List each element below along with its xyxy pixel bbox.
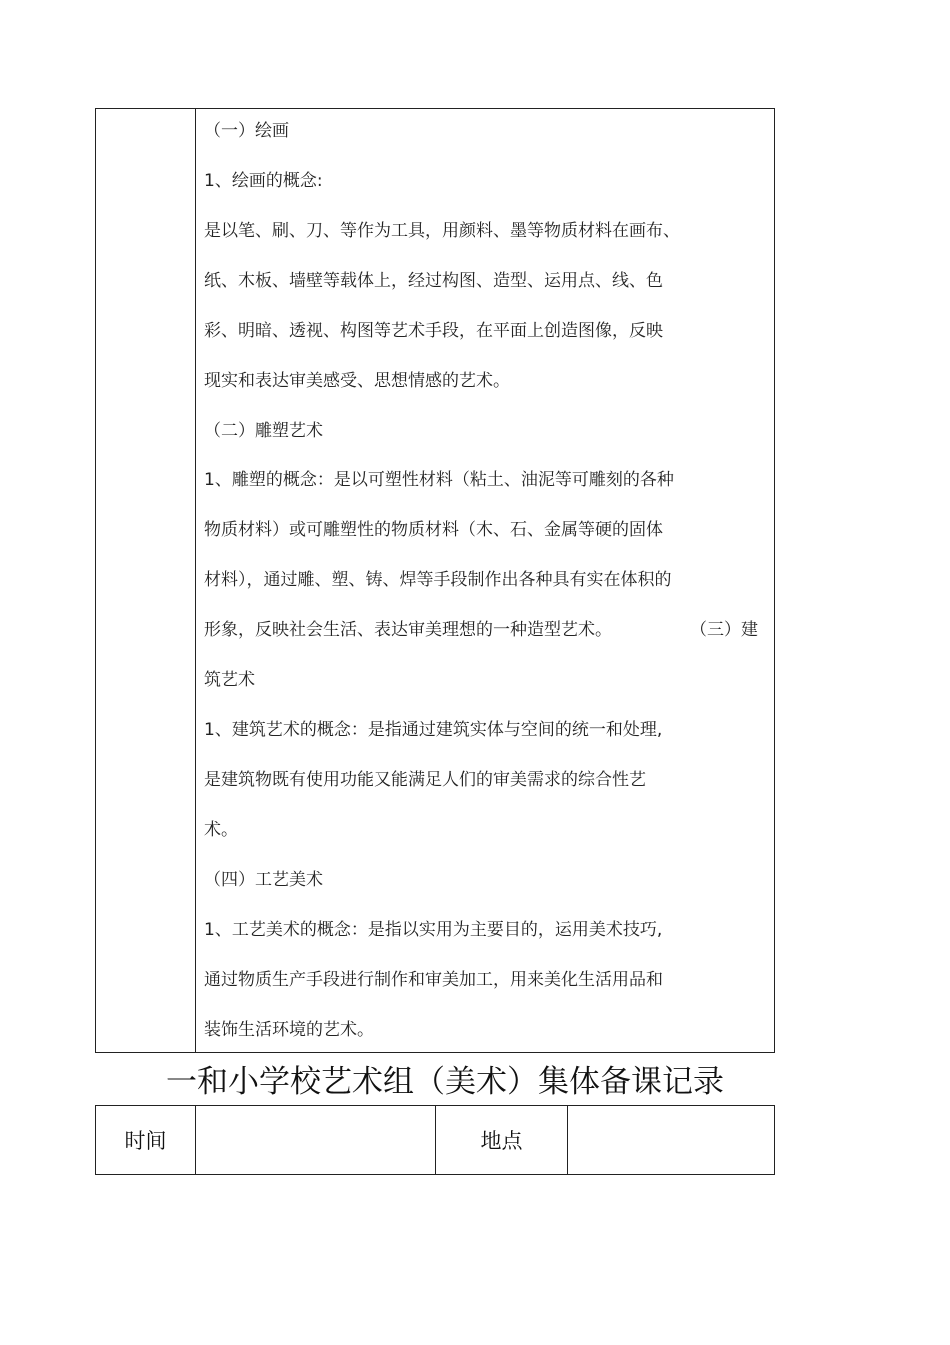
content-line: 通过物质生产手段进行制作和审美加工，用来美化生活用品和: [204, 970, 663, 990]
content-line: 现实和表达审美感受、思想情感的艺术。: [204, 371, 510, 391]
content-line: 1、绘画的概念:: [204, 171, 323, 191]
time-label: 时间: [96, 1106, 196, 1174]
heading-crafts: （四）工艺美术: [204, 870, 323, 890]
place-label: 地点: [436, 1106, 568, 1174]
content-line: 是建筑物既有使用功能又能满足人们的审美需求的综合性艺: [204, 770, 646, 790]
lesson-content-table: [95, 108, 775, 1053]
content-line: 1、雕塑的概念：是以可塑性材料（粘土、油泥等可雕刻的各种: [204, 470, 674, 490]
content-line: 术。: [204, 820, 238, 840]
heading-sculpture: （二）雕塑艺术: [204, 421, 323, 441]
content-line: 形象，反映社会生活、表达审美理想的一种造型艺术。: [204, 620, 612, 640]
content-line: 材料），通过雕、塑、铸、焊等手段制作出各种具有实在体积的: [204, 570, 672, 590]
heading-painting: （一）绘画: [204, 121, 289, 141]
content-line: 是以笔、刷、刀、等作为工具，用颜料、墨等物质材料在画布、: [204, 221, 680, 241]
meeting-info-table: [95, 1105, 775, 1175]
heading-architecture-end: 筑艺术: [204, 670, 255, 690]
content-line: 纸、木板、墙壁等载体上，经过构图、造型、运用点、线、色: [204, 271, 663, 291]
content-line: 物质材料）或可雕塑性的物质材料（木、石、金属等硬的固体: [204, 520, 663, 540]
left-column-cell: [96, 109, 196, 1052]
content-line: 1、工艺美术的概念：是指以实用为主要目的，运用美术技巧,: [204, 920, 663, 940]
content-line: 装饰生活环境的艺术。: [204, 1020, 374, 1040]
heading-architecture-start: （三）建: [690, 620, 758, 640]
page-title: 一和小学校艺术组（美术）集体备课记录: [166, 1064, 724, 1100]
content-line: 彩、明暗、透视、构图等艺术手段，在平面上创造图像，反映: [204, 321, 663, 341]
place-value-cell: [568, 1106, 774, 1174]
time-value-cell: [196, 1106, 436, 1174]
content-line: 1、建筑艺术的概念：是指通过建筑实体与空间的统一和处理,: [204, 720, 663, 740]
